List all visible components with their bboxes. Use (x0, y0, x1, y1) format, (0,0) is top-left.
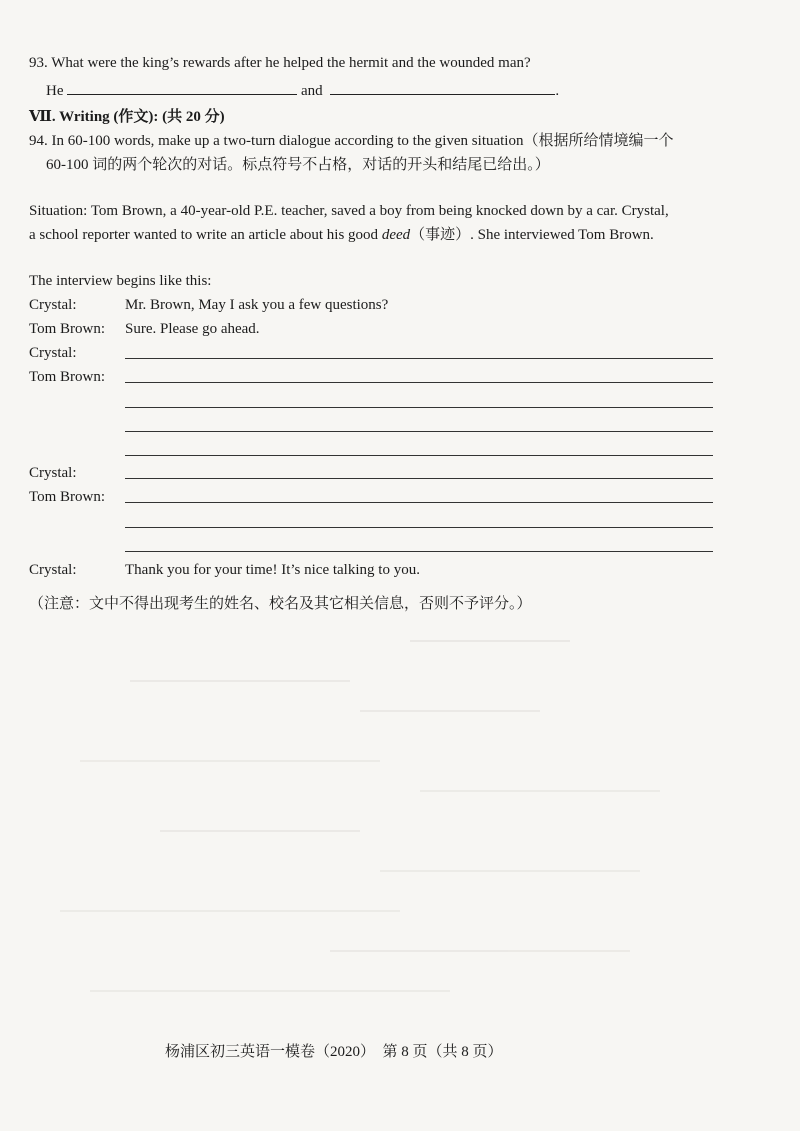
writing-line[interactable] (125, 478, 713, 479)
writing-line[interactable] (125, 358, 713, 359)
situation-text-end: （事迹）. She interviewed Tom Brown. (410, 227, 654, 243)
question-94-line-2: 60-100 词的两个轮次的对话。标点符号不占格，对话的开头和结尾已给出。） (46, 157, 550, 173)
question-93: 93. What were the king’s rewards after he helped the hermit and the wounded man? (29, 55, 531, 71)
answer-connector: and (301, 83, 323, 99)
deed-word: deed (381, 227, 411, 243)
situation-line-2 (29, 226, 654, 244)
speaker-label: Tom Brown: (29, 321, 106, 337)
speaker-label: Crystal: (29, 562, 77, 578)
writing-line[interactable] (125, 431, 713, 432)
question-94-line-1: 94. In 60-100 words, make up a two-turn dialogue according to the given situation（根据所给情境编一个 (29, 133, 674, 149)
dialogue-line: Thank you for your time! It’s nice talking to you. (125, 562, 420, 578)
dialogue-line: Sure. Please go ahead. (125, 321, 260, 337)
dialogue-line: Mr. Brown, May I ask you a few questions? (125, 297, 389, 313)
writing-line[interactable] (125, 382, 713, 383)
speaker-label: Crystal: (29, 345, 77, 361)
question-93-answer-line (46, 80, 559, 100)
writing-line[interactable] (125, 455, 713, 456)
interview-intro: The interview begins like this: (29, 273, 212, 289)
situation-text: a school reporter wanted to write an article about his good (29, 227, 382, 243)
writing-line[interactable] (125, 502, 713, 503)
section-heading: Ⅶ. Writing (作文): (共 20 分) (29, 109, 225, 125)
answer-start-word: He (46, 83, 64, 99)
page-footer: 杨浦区初三英语一模卷（2020） 第 8 页（共 8 页） (165, 1044, 503, 1060)
writing-line[interactable] (125, 407, 713, 408)
speaker-label: Tom Brown: (29, 489, 106, 505)
note: （注意：文中不得出现考生的姓名、校名及其它相关信息，否则不予评分。） (29, 596, 532, 612)
speaker-label: Crystal: (29, 465, 77, 481)
writing-line[interactable] (125, 527, 713, 528)
answer-end-period: . (555, 83, 560, 99)
situation-line-1: Situation: Tom Brown, a 40-year-old P.E. teacher, saved a boy from being knocked down by a car. Crystal, (29, 203, 669, 219)
answer-blank-2[interactable] (330, 80, 555, 95)
writing-line[interactable] (125, 551, 713, 552)
speaker-label: Tom Brown: (29, 369, 106, 385)
bleed-through-texture (0, 640, 800, 1040)
speaker-label: Crystal: (29, 297, 77, 313)
answer-blank-1[interactable] (67, 80, 297, 95)
